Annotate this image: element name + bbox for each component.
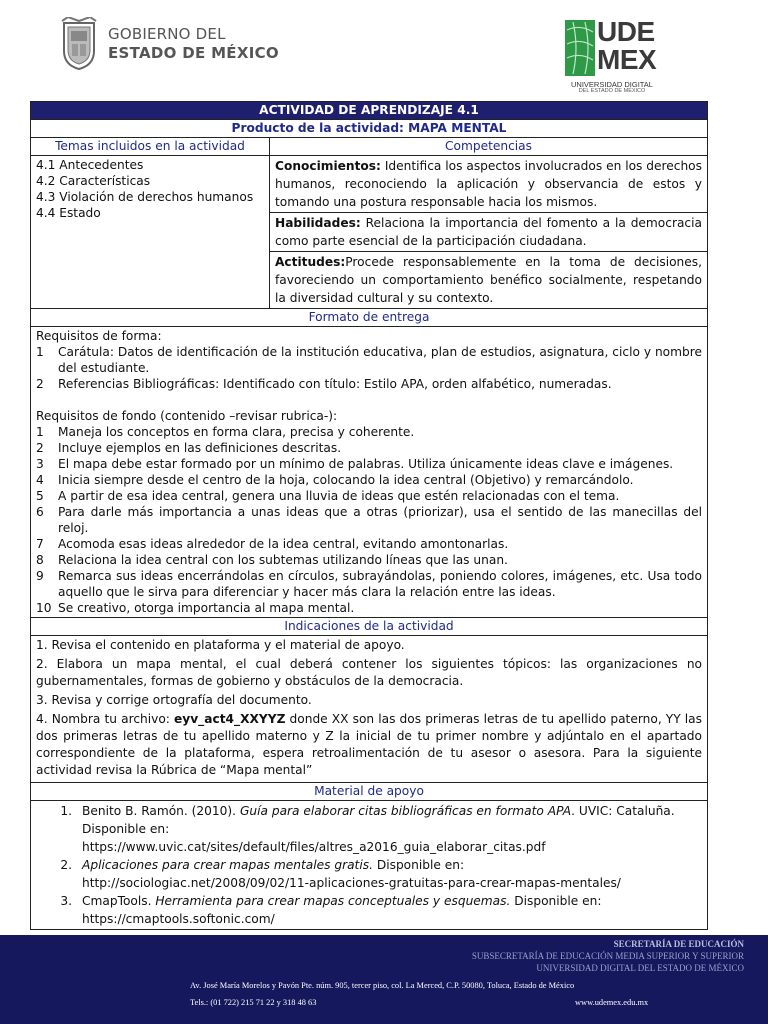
requirement-item <box>36 536 702 552</box>
material-number: 2. <box>60 858 72 872</box>
requirement-number: 1 <box>36 425 44 439</box>
footer-website[interactable]: www.udemex.edu.mx <box>575 998 649 1007</box>
content-requirements-list <box>36 424 702 616</box>
indication-item: 2. Elabora un mapa mental, el cual deberá contener los siguientes tópicos: las organizaciones no gubernamentales, formas de gobierno y obstáculos de la democracia. <box>36 657 702 688</box>
topic-item: 4.2 Características <box>36 174 151 188</box>
requirement-text: Para darle más importancia a unas ideas que a otras (priorizar), usa el sentido de las manecillas del reloj. <box>58 505 702 535</box>
material-title: Herramienta para crear mapas conceptuales y esquemas. <box>155 894 511 908</box>
topic-item: 4.1 Antecedentes <box>36 158 144 172</box>
material-url[interactable]: https://www.uvic.cat/sites/default/files/altres_a2016_guia_elaborar_citas.pdf <box>82 840 546 854</box>
requirement-number: 6 <box>36 505 44 519</box>
material-item <box>60 892 702 928</box>
competencies-header: Competencias <box>270 138 708 156</box>
udemex-globe-icon <box>565 20 595 76</box>
activity-table <box>30 101 708 930</box>
material-availability: Disponible en: <box>372 858 465 872</box>
requirement-number: 3 <box>36 457 44 471</box>
form-requirements-title: Requisitos de forma: <box>36 329 162 343</box>
topics-header: Temas incluidos en la actividad <box>31 138 270 156</box>
competency-text: Identifica los aspectos involucrados en los derechos humanos, reconociendo la aplicación y observancia de estos y tomando una postura responsable hacia los mismos. <box>275 159 702 209</box>
requirement-number: 5 <box>36 489 44 503</box>
requirement-text: Referencias Bibliográficas: Identificado con título: Estilo APA, orden alfabético, numeradas. <box>58 377 612 391</box>
material-cell <box>31 801 708 930</box>
competency-label: Conocimientos: <box>275 159 381 173</box>
requirement-item <box>36 552 702 568</box>
requirement-text: Acomoda esas ideas alrededor de la idea central, evitando amontonarlas. <box>58 537 509 551</box>
page-header <box>0 0 768 100</box>
udemex-line2: MEX <box>597 44 657 75</box>
gobierno-logo <box>58 17 279 71</box>
requirement-number: 7 <box>36 537 44 551</box>
footer-address: Av. José María Morelos y Pavón Pte. núm. 905, tercer piso, col. La Merced, C.P. 50080, Toluca, Estado de México <box>190 981 575 990</box>
footer-secretaria: SECRETARÍA DE EDUCACIÓN <box>613 939 744 949</box>
udemex-line1: UDE <box>597 16 655 47</box>
requirement-number: 9 <box>36 569 44 583</box>
competency-attitudes <box>270 252 708 309</box>
requirement-item <box>36 344 702 376</box>
material-text <box>82 802 702 856</box>
indication-item <box>36 711 702 779</box>
udemex-logo <box>565 18 705 96</box>
requirement-item <box>36 488 702 504</box>
material-availability: . UVIC: Cataluña. Disponible en: <box>82 804 675 836</box>
competency-label: Actitudes: <box>275 255 346 269</box>
material-author: CmapTools. <box>82 894 156 908</box>
activity-title: ACTIVIDAD DE APRENDIZAJE 4.1 <box>31 102 708 120</box>
requirement-text: Se creativo, otorga importancia al mapa mental. <box>58 601 355 615</box>
footer-universidad: UNIVERSIDAD DIGITAL DEL ESTADO DE MÉXICO <box>536 963 744 973</box>
material-url[interactable]: http://sociologiac.net/2008/09/02/11-aplicaciones-gratuitas-para-crear-mapas-mentales/ <box>82 876 621 890</box>
material-item <box>60 856 702 892</box>
page-footer <box>0 935 768 1024</box>
material-number: 1. <box>60 804 72 818</box>
requirement-number: 1 <box>36 345 44 359</box>
requirement-number: 10 <box>36 601 52 615</box>
requirement-item <box>36 600 702 616</box>
indications-header: Indicaciones de la actividad <box>31 618 708 636</box>
requirement-text: Relaciona la idea central con los subtemas utilizando líneas que las unan. <box>58 553 508 567</box>
topic-item: 4.3 Violación de derechos humanos <box>36 190 254 204</box>
material-text <box>82 892 702 928</box>
requirement-text: Remarca sus ideas encerrándolas en círculos, subrayándolas, poniendo colores, imágenes, etc. Usa todo aquello que le sirva para diferenciar y hacer más clara la relación entre las ideas. <box>58 569 702 599</box>
requirement-number: 4 <box>36 473 44 487</box>
requirement-text: Incluye ejemplos en las definiciones descritas. <box>58 441 342 455</box>
indication-item: 3. Revisa y corrige ortografía del documento. <box>36 693 312 707</box>
requirement-text: Maneja los conceptos en forma clara, precisa y coherente. <box>58 425 415 439</box>
requirement-number: 2 <box>36 377 44 391</box>
format-cell <box>31 327 708 618</box>
requirement-number: 2 <box>36 441 44 455</box>
requirement-item <box>36 504 702 536</box>
competency-skills <box>270 213 708 252</box>
competency-label: Habilidades: <box>275 216 361 230</box>
form-requirements-list <box>36 344 702 392</box>
udemex-subtitle: UNIVERSIDAD DIGITAL <box>571 80 653 89</box>
requirement-item <box>36 568 702 600</box>
requirement-item <box>36 472 702 488</box>
content-requirements-title: Requisitos de fondo (contenido –revisar rubrica-): <box>36 409 338 423</box>
material-header: Material de apoyo <box>31 783 708 801</box>
footer-phone: Tels.: (01 722) 215 71 22 y 318 48 63 <box>190 998 317 1007</box>
competency-text: Procede responsablemente en la toma de decisiones, favoreciendo un comportamiento benéfico socialmente, respetando la diversidad cultural y su contexto. <box>275 255 702 305</box>
requirement-text: El mapa debe estar formado por un mínimo de palabras. Utiliza únicamente ideas clave e imágenes. <box>58 457 674 471</box>
udemex-subtitle-small: DEL ESTADO DE MÉXICO <box>578 88 646 94</box>
requirement-text: A partir de esa idea central, genera una lluvia de ideas que estén relacionadas con el tema. <box>58 489 620 503</box>
footer-subsecretaria: SUBSECRETARÍA DE EDUCACIÓN MEDIA SUPERIOR Y SUPERIOR <box>471 951 744 961</box>
activity-product: Producto de la actividad: MAPA MENTAL <box>31 120 708 138</box>
indication-text: 4. Nombra tu archivo: <box>36 712 175 726</box>
requirement-number: 8 <box>36 553 44 567</box>
gobierno-line1: GOBIERNO DEL <box>108 25 226 43</box>
requirement-item <box>36 440 702 456</box>
format-header: Formato de entrega <box>31 309 708 327</box>
topics-cell <box>31 156 270 309</box>
indication-text: donde XX son las dos primeras letras de tu apellido paterno, YY las dos primeras letras de tu apellido materno y Z la inicial de tu primer nombre y adjúntalo en el apartado correspondiente de la plataforma, espera retroalimentación de tu asesor o asesora. Para la siguiente actividad revisa la Rúbrica de “Mapa mental” <box>36 712 702 777</box>
udemex-wordmark <box>597 18 656 74</box>
requirement-item <box>36 424 702 440</box>
requirement-text: Carátula: Datos de identificación de la institución educativa, plan de estudios, asignatura, ciclo y nombre del estudiante. <box>58 345 702 375</box>
requirement-item <box>36 456 702 472</box>
indications-cell <box>31 636 708 783</box>
gobierno-line2: ESTADO DE MÉXICO <box>108 44 279 62</box>
coat-of-arms-icon <box>58 17 100 71</box>
material-author: Benito B. Ramón. (2010). <box>82 804 240 818</box>
requirement-item <box>36 376 702 392</box>
material-title: Aplicaciones para crear mapas mentales gratis. <box>82 858 373 872</box>
material-title: Guía para elaborar citas bibliográficas en formato APA <box>239 804 572 818</box>
competency-knowledge <box>270 156 708 213</box>
material-url[interactable]: https://cmaptools.softonic.com/ <box>82 912 275 926</box>
indication-item: 1. Revisa el contenido en plataforma y el material de apoyo. <box>36 638 405 652</box>
competency-text: Relaciona la importancia del fomento a la democracia como parte esencial de la participación ciudadana. <box>275 216 702 248</box>
material-list <box>36 802 702 928</box>
topic-item: 4.4 Estado <box>36 206 101 220</box>
file-name-pattern: eyv_act4_XXYYZ <box>174 712 286 726</box>
material-text <box>82 856 702 892</box>
material-item <box>60 802 702 856</box>
material-availability: Disponible en: <box>510 894 602 908</box>
requirement-text: Inicia siempre desde el centro de la hoja, colocando la idea central (Objetivo) y remarcándolo. <box>58 473 634 487</box>
material-number: 3. <box>60 894 72 908</box>
